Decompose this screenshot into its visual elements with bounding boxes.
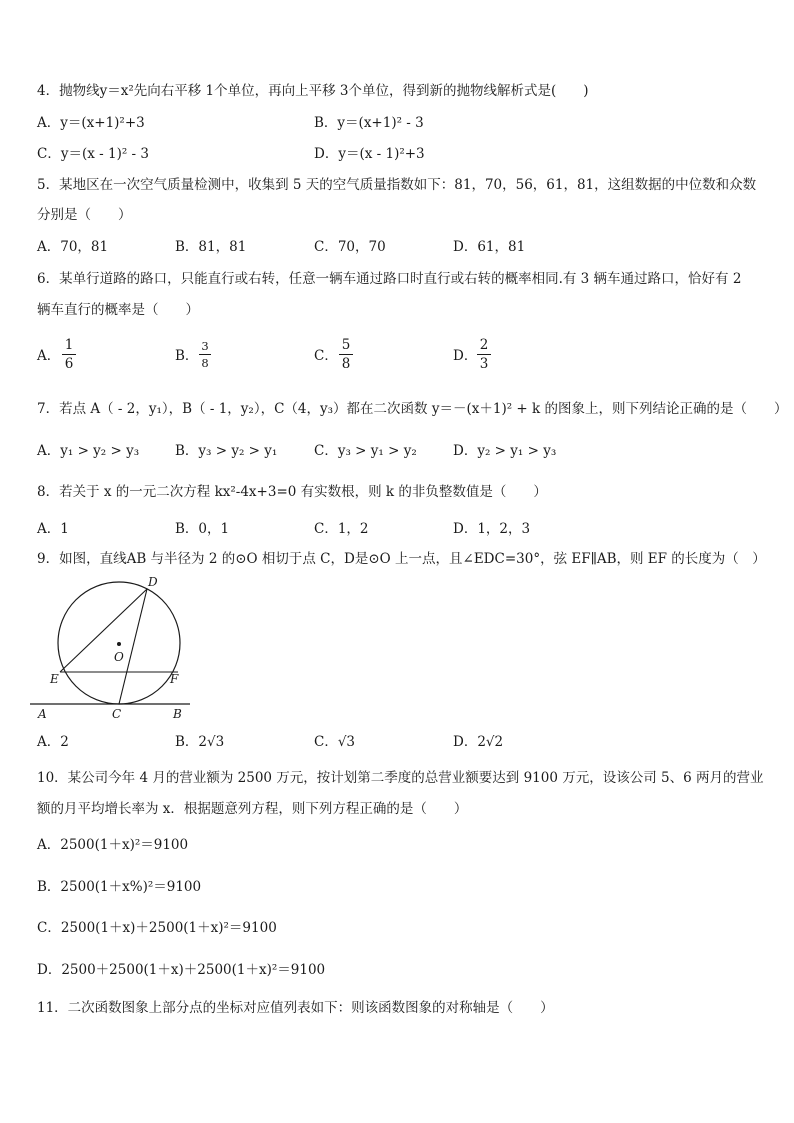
fraction-numerator: 3	[201, 339, 209, 353]
q10-stem-line2: 额的月平均增长率为 x．根据题意列方程，则下列方程正确的是（ ）	[37, 801, 468, 817]
q9-option-a: A．2	[37, 734, 69, 750]
q4-option-d: D．y＝(x - 1)²+3	[314, 146, 425, 162]
q10-option-a: A．2500(1＋x)²＝9100	[37, 837, 189, 853]
q7-option-d: D．y₂ > y₁ > y₃	[453, 443, 557, 459]
q7-stem: 7．若点 A（ - 2，y₁），B（ - 1，y₂），C（4，y₃）都在二次函数 y＝－(x＋1)² + k 的图象上，则下列结论正确的是（ ）	[37, 401, 788, 417]
q8-option-a: A．1	[37, 521, 69, 537]
q6-stem-line2: 辆车直行的概率是（ ）	[37, 302, 199, 318]
q6-option-d-label: D．	[453, 348, 478, 364]
label-a: A	[38, 707, 47, 721]
center-point-o	[117, 642, 121, 646]
q7-option-b: B．y₃ > y₂ > y₁	[175, 443, 278, 459]
label-b: B	[173, 707, 182, 721]
q5-stem-line1: 5．某地区在一次空气质量检测中，收集到 5 天的空气质量指数如下：81，70，56，61，81，这组数据的中位数和众数	[37, 177, 757, 193]
fraction-numerator: 2	[479, 337, 489, 353]
q11-stem: 11．二次函数图象上部分点的坐标对应值列表如下：则该函数图象的对称轴是（ ）	[37, 1000, 554, 1016]
q5-option-d: D．61，81	[453, 239, 526, 255]
label-f: F	[170, 672, 179, 686]
q4-option-c: C．y＝(x - 1)² - 3	[37, 146, 149, 162]
q6-option-b-label: B．	[175, 348, 199, 364]
q6-option-d-fraction	[477, 337, 491, 372]
label-d: D	[148, 575, 158, 589]
label-o: O	[114, 650, 124, 664]
q8-option-d: D．1，2，3	[453, 521, 531, 537]
q5-option-b: B．81，81	[175, 239, 247, 255]
fraction-denominator: 6	[64, 356, 74, 372]
q10-option-d: D．2500＋2500(1＋x)＋2500(1＋x)²＝9100	[37, 962, 326, 978]
q9-option-c: C．√3	[314, 734, 356, 750]
segment-dc	[119, 589, 147, 704]
q6-option-c-fraction	[339, 337, 353, 372]
fraction-numerator: 5	[341, 337, 351, 353]
fraction-numerator: 1	[64, 337, 74, 353]
segment-de	[60, 589, 147, 672]
q8-option-b: B．0，1	[175, 521, 230, 537]
q7-option-a: A．y₁ > y₂ > y₃	[37, 443, 140, 459]
fraction-bar	[339, 354, 353, 355]
fraction-bar	[62, 354, 76, 355]
q5-option-a: A．70，81	[37, 239, 109, 255]
q6-stem-line1: 6．某单行道路的路口，只能直行或右转，任意一辆车通过路口时直行或右转的概率相同.有 3 辆车通过路口，恰好有 2	[37, 271, 742, 287]
q6-option-c-label: C．	[314, 348, 338, 364]
fraction-bar	[199, 354, 211, 355]
fraction-bar	[477, 354, 491, 355]
q9-option-b: B．2√3	[175, 734, 225, 750]
q4-stem: 4．抛物线y＝x²先向右平移 1个单位，再向上平移 3个单位，得到新的抛物线解析式是( )	[37, 83, 589, 99]
q4-option-a: A．y＝(x+1)²+3	[37, 115, 145, 131]
q8-option-c: C．1，2	[314, 521, 369, 537]
q4-option-b: B．y＝(x+1)² - 3	[314, 115, 424, 131]
q6-option-b-fraction	[199, 339, 211, 370]
q9-stem: 9．如图，直线AB 与半径为 2 的⊙O 相切于点 C，D是⊙O 上一点，且∠EDC=30°，弦 EF∥AB，则 EF 的长度为（ ）	[37, 551, 766, 567]
q10-option-c: C．2500(1＋x)＋2500(1＋x)²＝9100	[37, 920, 277, 936]
q5-option-c: C．70，70	[314, 239, 386, 255]
fraction-denominator: 8	[201, 356, 209, 370]
q10-stem-line1: 10．某公司今年 4 月的营业额为 2500 万元，按计划第二季度的总营业额要达到 9100 万元，设该公司 5、6 两月的营业	[37, 770, 764, 786]
label-c: C	[112, 707, 122, 721]
q9-geometry-figure	[30, 572, 205, 722]
q10-option-b: B．2500(1＋x%)²＝9100	[37, 879, 202, 895]
q5-stem-line2: 分别是（ ）	[37, 207, 132, 223]
q6-option-a-fraction	[62, 337, 76, 372]
q8-stem: 8．若关于 x 的一元二次方程 kx²-4x+3=0 有实数根，则 k 的非负整数值是（ ）	[37, 484, 547, 500]
q6-option-a-label: A．	[37, 348, 61, 364]
label-e: E	[50, 672, 59, 686]
fraction-denominator: 3	[479, 356, 489, 372]
fraction-denominator: 8	[341, 356, 351, 372]
q9-option-d: D．2√2	[453, 734, 504, 750]
q7-option-c: C．y₃ > y₁ > y₂	[314, 443, 417, 459]
